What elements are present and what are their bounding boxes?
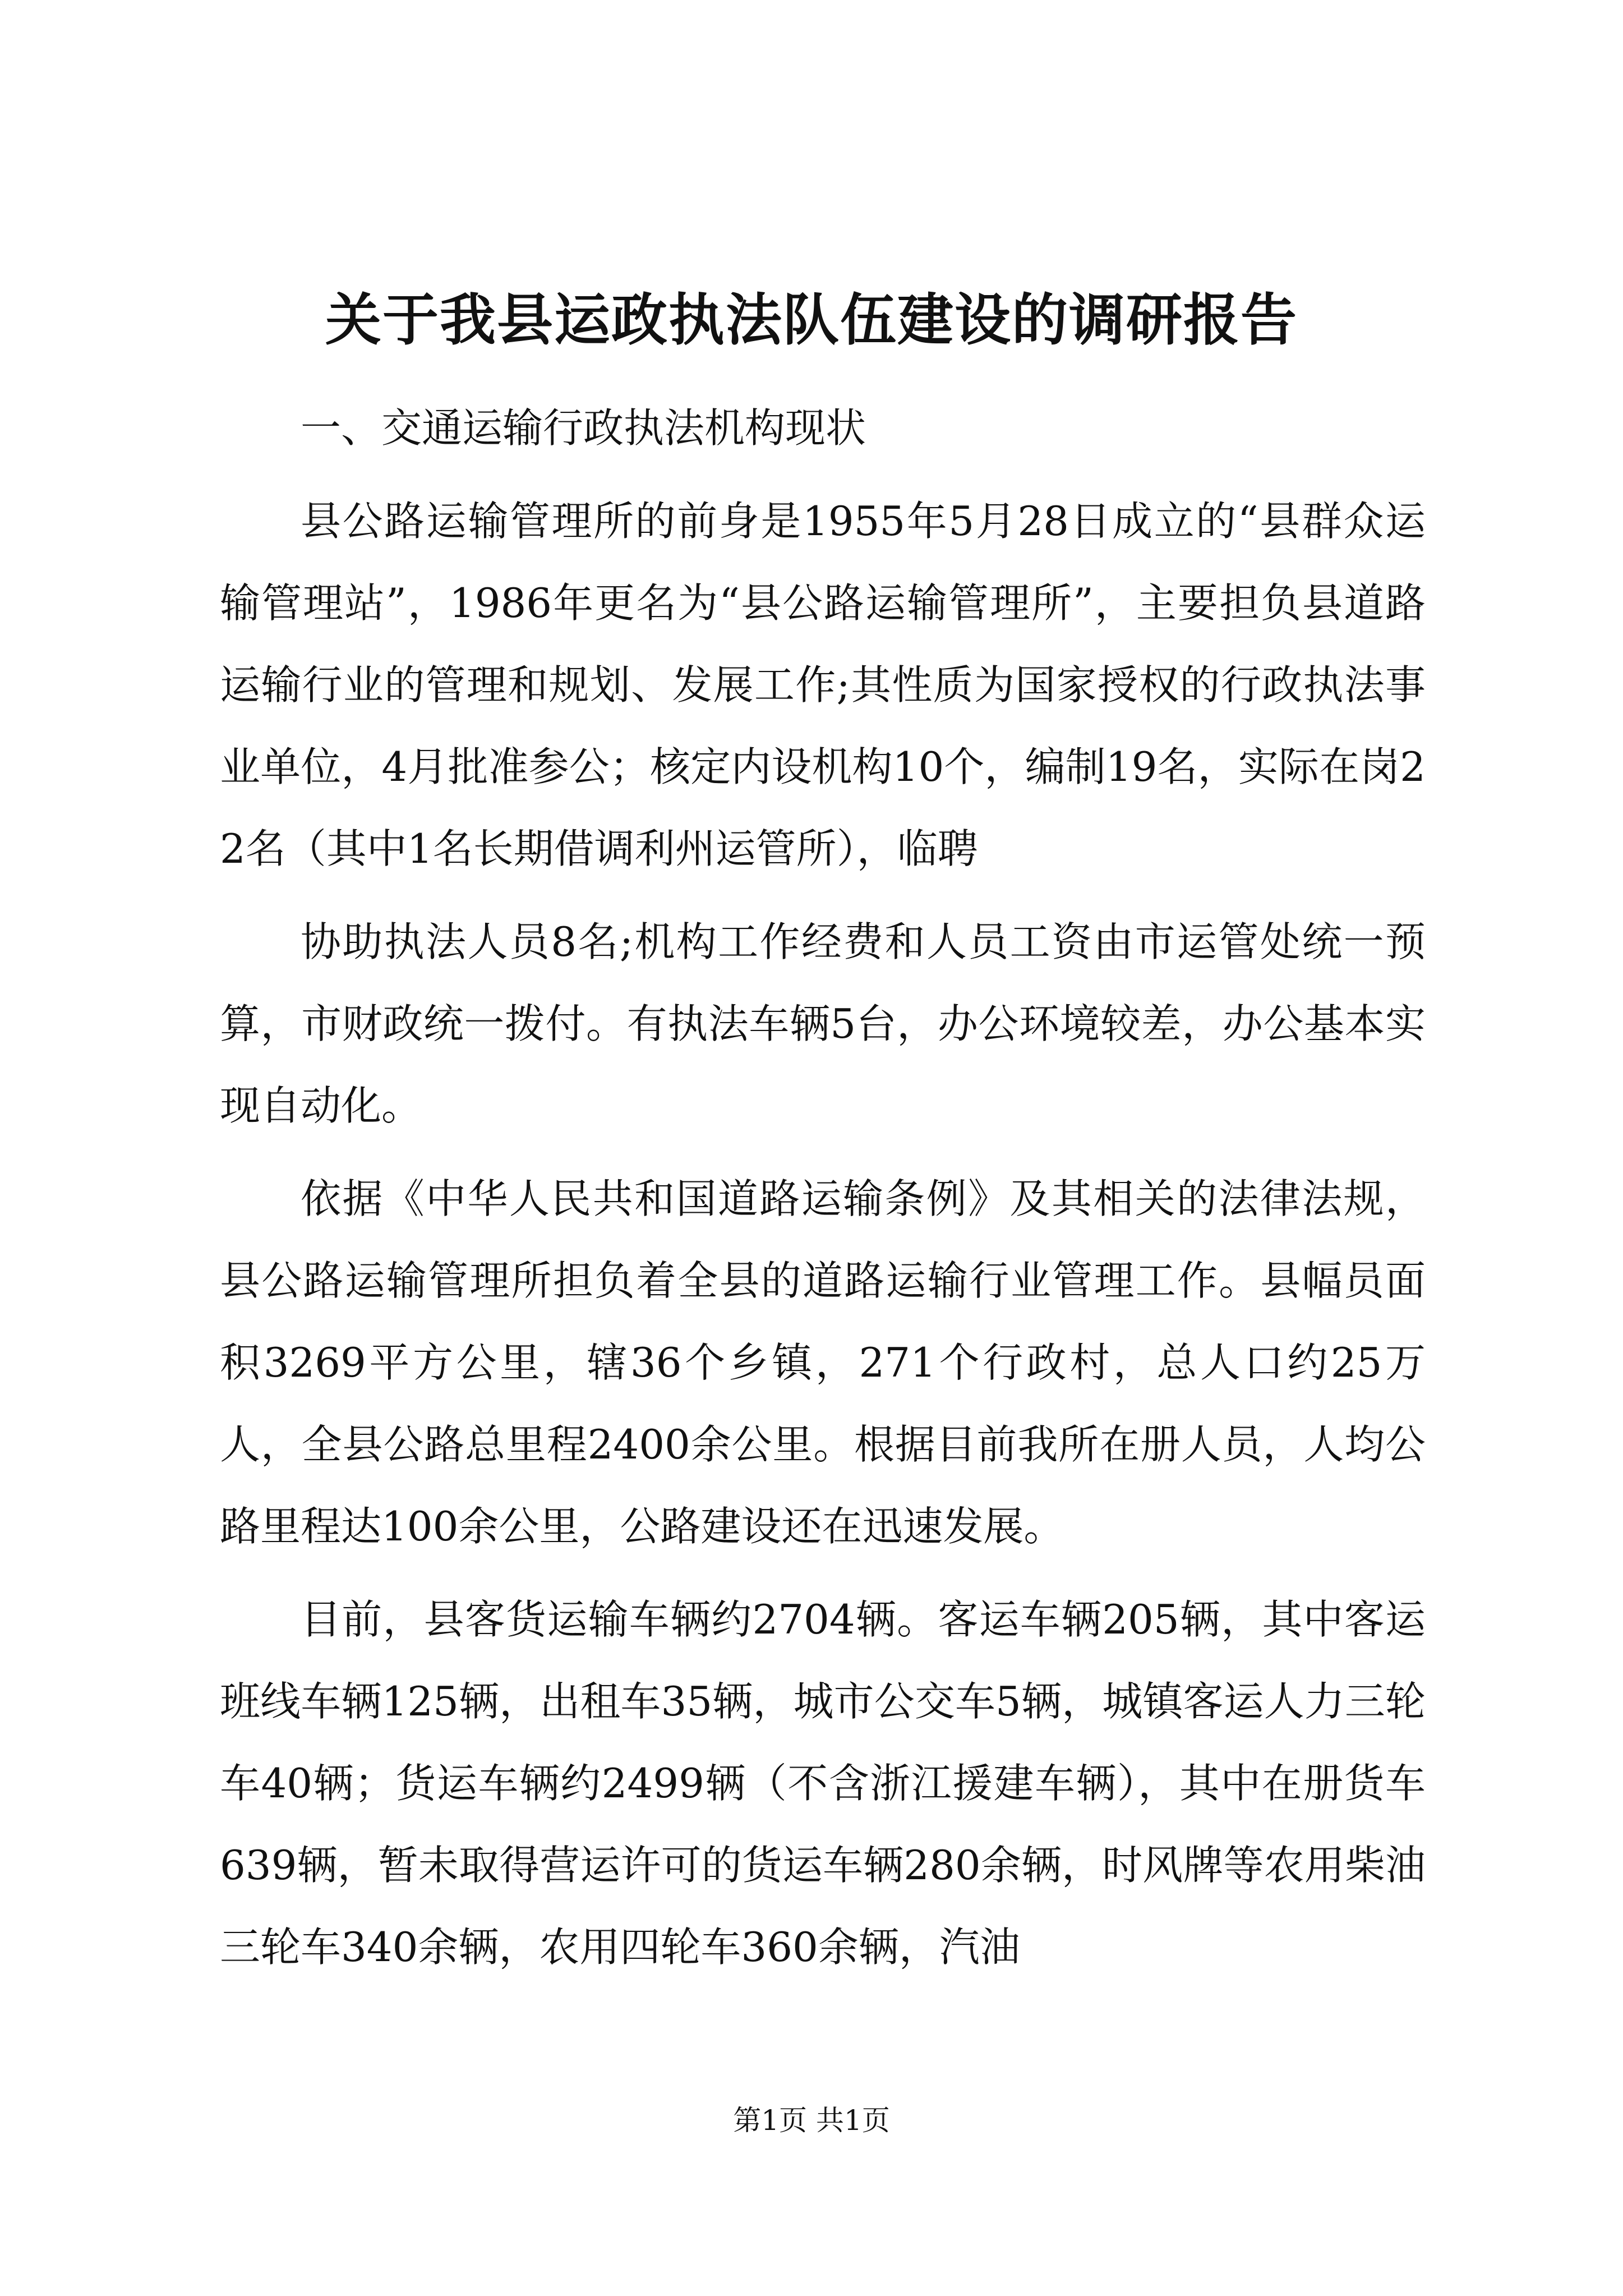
body-paragraph: 协助执法人员8名;机构工作经费和人员工资由市运管处统一预算，市财政统一拨付。有执法车辆5台，办公环境较差，办公基本实现自动化。 [220,918,1426,1129]
section-heading: 一、交通运输行政执法机构现状 [301,404,866,452]
body-paragraph: 依据《中华人民共和国道路运输条例》及其相关的法律法规，县公路运输管理所担负着全县的道路运输行业管理工作。县幅员面积3269平方公里，辖36个乡镇，271个行政村，总人口约25万人，全县公路总里程2400余公里。根据目前我所在册人员，人均公路里程达100余公里，公路建设还在迅速发展。 [220,1175,1426,1550]
document-title: 关于我县运政执法队伍建设的调研报告 [325,287,1298,353]
document-body [220,387,1426,1988]
body-paragraph: 目前，县客货运输车辆约2704辆。客运车辆205辆，其中客运班线车辆125辆，出租车35辆，城市公交车5辆，城镇客运人力三轮车40辆；货运车辆约2499辆（不含浙江援建车辆），其中在册货车639辆，暂未取得营运许可的货运车辆280余辆，时风牌等农用柴油三轮车340余辆，农用四轮车360余辆，汽油 [220,1596,1426,1971]
page-number-footer: 第1页 共1页 [733,2104,890,2137]
body-paragraph: 县公路运输管理所的前身是1955年5月28日成立的“县群众运输管理站”，1986年更名为“县公路运输管理所”，主要担负县道路运输行业的管理和规划、发展工作;其性质为国家授权的行政执法事业单位，4月批准参公；核定内设机构10个，编制19名，实际在岗22名（其中1名长期借调利州运管所），临聘 [220,498,1426,872]
